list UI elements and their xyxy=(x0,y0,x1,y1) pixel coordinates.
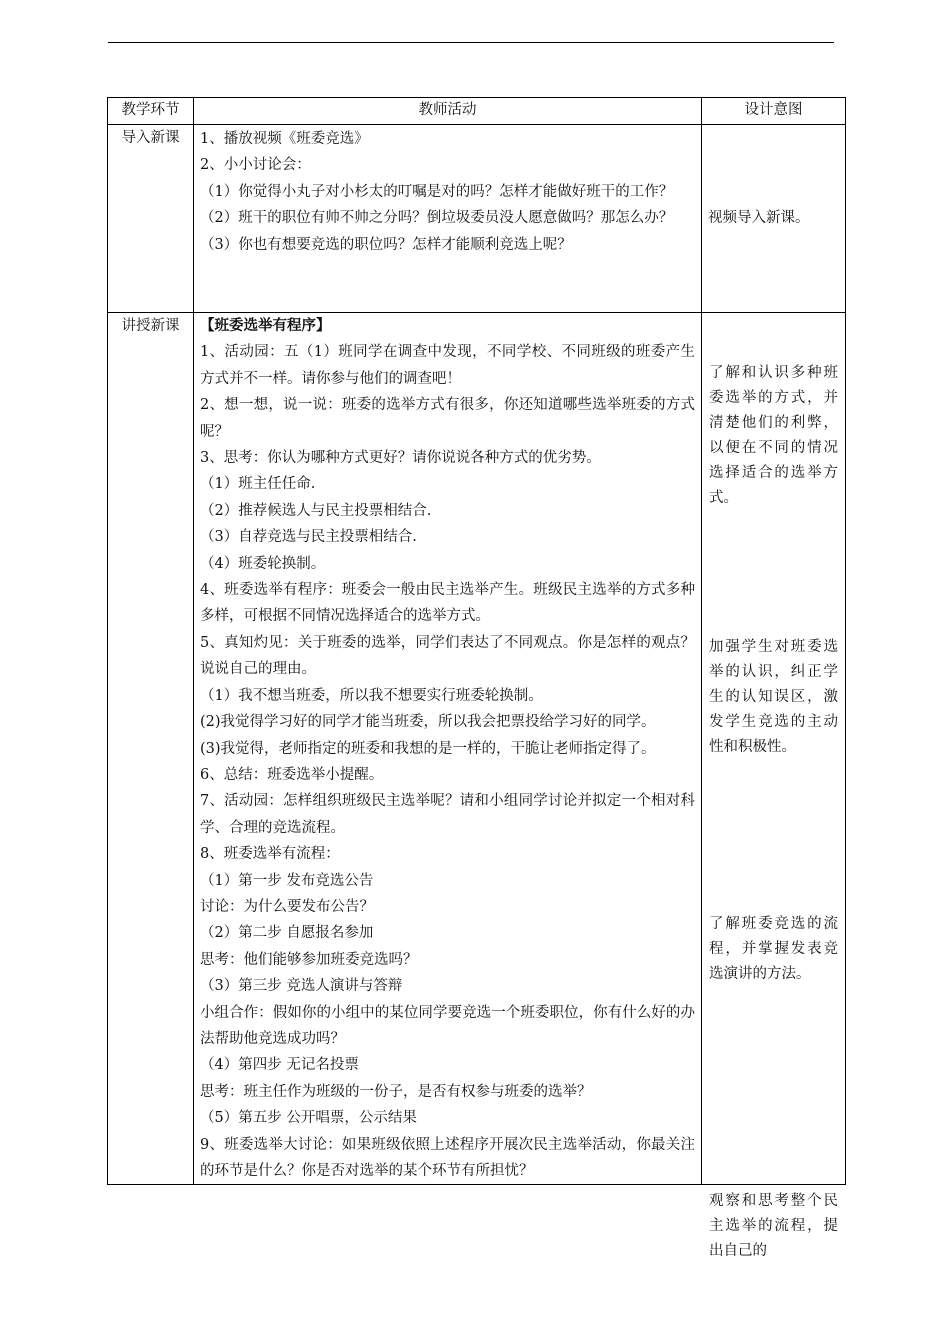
activity-line: （1）班主任任命. xyxy=(200,476,316,493)
activity-line: 2、小小讨论会： xyxy=(200,157,311,174)
activity-line: （1）你觉得小丸子对小杉太的叮嘱是对的吗？怎样才能做好班干的工作？ xyxy=(200,183,674,200)
activity-line: 思考：他们能够参加班委竞选吗？ xyxy=(200,951,418,968)
activity-line: （2）第二步 自愿报名参加 xyxy=(200,925,374,942)
activity-cell-new-lesson xyxy=(194,313,702,1185)
activity-line: 7、活动园：怎样组织班级民主选举呢？请和小组同学讨论并拟定一个相对科学、合理的竞选流程。 xyxy=(200,793,695,836)
stage-cell-new-lesson: 讲授新课 xyxy=(108,313,194,1185)
activity-line: （1）第一步 发布竞选公告 xyxy=(200,872,374,889)
lesson-plan-table xyxy=(107,97,846,1259)
intent-text: 了解和认识多种班委选举的方式，并清楚他们的利弊，以便在不同的情况选择适合的选举方式。 xyxy=(709,365,838,506)
activity-line: （3）第三步 竞选人演讲与答辩 xyxy=(200,978,403,995)
header-stage: 教学环节 xyxy=(108,98,194,125)
table-header-row xyxy=(108,98,846,125)
table-row-new-lesson xyxy=(108,313,846,1185)
activity-line: 6、总结：班委选举小提醒。 xyxy=(200,766,384,783)
activity-line: （2）推荐候选人与民主投票相结合. xyxy=(200,502,432,519)
activity-line: 8、班委选举有流程： xyxy=(200,846,340,863)
header-rule xyxy=(108,42,834,43)
header-design-intent: 设计意图 xyxy=(702,98,846,125)
intent-text: 观察和思考整个民主选举的流程，提出自己的 xyxy=(709,1193,838,1259)
table-row-intro xyxy=(108,125,846,313)
activity-line: 讨论：为什么要发布公告？ xyxy=(200,898,374,915)
activity-line: 1、播放视频《班委竞选》 xyxy=(200,131,369,147)
activity-cell-intro xyxy=(194,125,702,313)
activity-line: 5、真知灼见：关于班委的选举，同学们表达了不同观点。你是怎样的观点？说说自己的理由。 xyxy=(200,634,695,678)
intent-text: 视频导入新课。 xyxy=(708,210,810,226)
stage-cell-intro: 导入新课 xyxy=(108,125,194,313)
intent-cell-new-lesson xyxy=(702,313,846,1259)
activity-line: （1）我不想当班委，所以我不想要实行班委轮换制。 xyxy=(200,687,543,704)
section-title: 【班委选举有程序】 xyxy=(200,317,331,334)
activity-line: 1、活动园：五（1）班同学在调查中发现，不同学校、不同班级的班委产生方式并不一样。请你参与他们的调查吧！ xyxy=(200,344,695,387)
activity-line: (2)我觉得学习好的同学才能当班委，所以我会把票投给学习好的同学。 xyxy=(200,714,656,731)
activity-line: （4）班委轮换制。 xyxy=(200,555,326,572)
activity-line: 思考：班主任作为班级的一份子，是否有权参与班委的选举？ xyxy=(200,1083,592,1100)
activity-line: 3、思考：你认为哪种方式更好？请你说说各种方式的优劣势。 xyxy=(200,450,601,467)
activity-line: （3）你也有想要竞选的职位吗？怎样才能顺利竞选上呢？ xyxy=(200,236,572,253)
intent-text: 了解班委竞选的流程，并掌握发表竞选演讲的方法。 xyxy=(709,916,838,982)
activity-line: (3)我觉得，老师指定的班委和我想的是一样的，干脆让老师指定得了。 xyxy=(200,740,656,757)
activity-line: 小组合作：假如你的小组中的某位同学要竞选一个班委职位，你有什么好的办法帮助他竞选成功吗？ xyxy=(200,1004,695,1047)
activity-line: （5）第五步 公开唱票，公示结果 xyxy=(200,1110,417,1127)
header-teacher-activity: 教师活动 xyxy=(194,98,702,125)
activity-line: （4）第四步 无记名投票 xyxy=(200,1057,359,1074)
activity-line: （2）班干的职位有帅不帅之分吗？倒垃圾委员没人愿意做吗？那怎么办？ xyxy=(200,210,674,227)
activity-line: 4、班委选举有程序：班委会一般由民主选举产生。班级民主选举的方式多种多样，可根据不同情况选择适合的选举方式。 xyxy=(200,582,695,625)
activity-line: （3）自荐竞选与民主投票相结合. xyxy=(200,529,417,546)
intent-text: 加强学生对班委选举的认识，纠正学生的认知误区，激发学生竞选的主动性和积极性。 xyxy=(709,639,838,755)
activity-line: 9、班委选举大讨论：如果班级依照上述程序开展次民主选举活动，你最关注的环节是什么？你是否对选举的某个环节有所担忧？ xyxy=(200,1136,695,1179)
intent-cell-intro xyxy=(702,125,846,313)
activity-line: 2、想一想，说一说：班委的选举方式有很多，你还知道哪些选举班委的方式呢？ xyxy=(200,397,695,440)
